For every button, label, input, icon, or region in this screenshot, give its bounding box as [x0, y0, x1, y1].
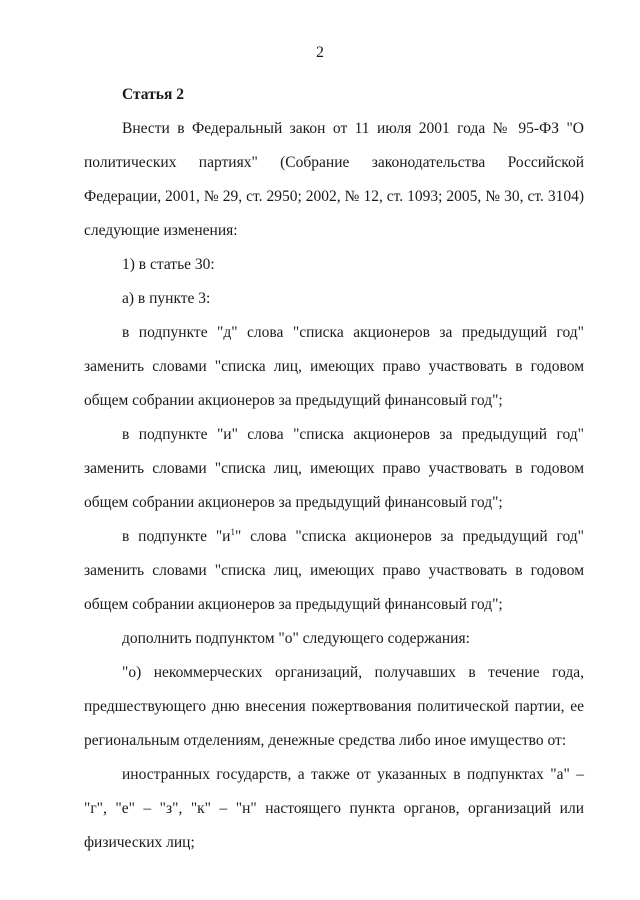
paragraph-item-1: 1) в статье 30:: [122, 256, 215, 273]
superscript-one: 1: [230, 526, 235, 537]
paragraph-foreign-states: иностранных государств, а также от указанных в подпунктах "а" – "г", "е" – "з", "к" – "н" настоящего пункта органов, организаций или физических лиц;: [84, 766, 584, 851]
paragraph-subpoint-d: в подпункте "д" слова "списка акционеров за предыдущий год" заменить словами "списка лиц, имеющих право участвовать в годовом общем собрании акционеров за предыдущий финансовый год";: [84, 324, 584, 409]
paragraph-subitem-a: а) в пункте 3:: [122, 290, 211, 307]
paragraph-subpoint-i1: [84, 520, 584, 622]
paragraph-add-subpoint: дополнить подпунктом "о" следующего содержания:: [122, 630, 470, 647]
paragraph-subpoint-i: в подпункте "и" слова "списка акционеров за предыдущий год" заменить словами "списка лиц, имеющих право участвовать в годовом общем собрании акционеров за предыдущий финансовый год";: [84, 426, 584, 511]
article-title: Статья 2: [122, 86, 184, 103]
paragraph-subpoint-i1-end: " слова "списка акционеров за предыдущий год" заменить словами "списка лиц, имеющих право участвовать в годовом общем собрании акционеров за предыдущий финансовый год";: [84, 528, 585, 613]
paragraph-intro: Внести в Федеральный закон от 11 июля 2001 года № 95-ФЗ "О политических партиях" (Собрание законодательства Российской Федерации, 2001, № 29, ст. 2950; 2002, № 12, ст. 1093; 2005, № 30, ст. 3104) следующие изменения:: [84, 120, 584, 239]
page-number: 2: [316, 44, 324, 61]
paragraph-subpoint-o: "о) некоммерческих организаций, получавших в течение года, предшествующего дню внесения пожертвования политической партии, ее региональным отделениям, денежные средства либо иное имущество от:: [84, 664, 584, 749]
document-body: [84, 78, 584, 860]
paragraph-subpoint-i1-start: в подпункте "и: [122, 528, 231, 545]
